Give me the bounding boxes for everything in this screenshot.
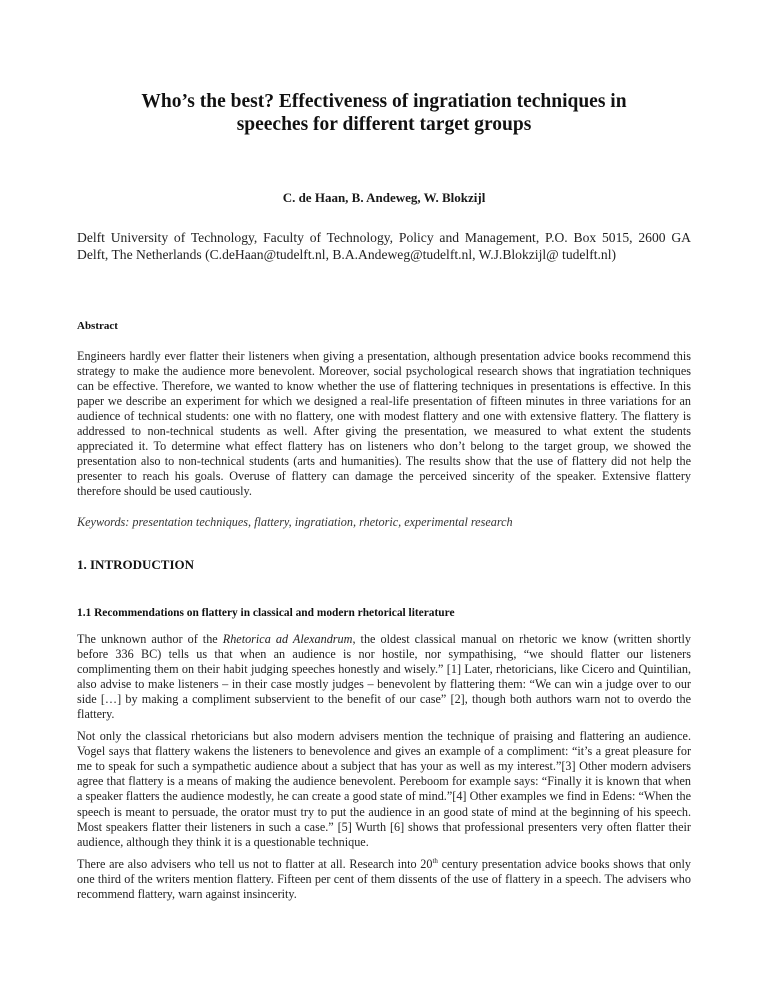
paper-affiliation: Delft University of Technology, Faculty of Technology, Policy and Management, P.O. Box 5015, 2600 GA Delft, The Netherlands (C.deHaan@tudelft.nl, B.A.Andeweg@tudelft.nl, W.J.Blokzijl@ tudelft.nl) bbox=[77, 230, 691, 262]
abstract-heading: Abstract bbox=[77, 320, 118, 332]
section-heading-introduction: 1. INTRODUCTION bbox=[77, 557, 195, 572]
body-paragraph-3 bbox=[77, 857, 691, 902]
paper-authors: C. de Haan, B. Andeweg, W. Blokzijl bbox=[282, 190, 486, 205]
section-body bbox=[77, 632, 691, 902]
ordinal-superscript: th bbox=[432, 856, 438, 865]
book-title-rhetorica: Rhetorica ad Alexandrum bbox=[222, 632, 353, 646]
paper-title bbox=[77, 90, 691, 136]
paragraph-1-text-end: , the oldest classical manual on rhetoric we know (written shortly before 336 BC) tells us that when an audience is nor hostile, nor sympathising, “we should flatter our listeners complimenting them on their habit judging speeches honestly and wisely.” [1] Later, rhetoricians, like Cicero and Quintilian, also advise to make listeners – in their case mostly judges – benevolent by flattering them: “We can win a judge over to our side […] by making a compliment subservient to the benefit of our case” [2], though both authors warn not to overdo the flattery. bbox=[77, 632, 691, 722]
paragraph-1-text-start: The unknown author of the bbox=[77, 632, 223, 646]
paragraph-3-text-end: century presentation advice books shows that only one third of the writers mention flattery. Fifteen per cent of them dissents of the use of flattery in a speech. The advisers who recommend flattery, warn against insincerity. bbox=[77, 856, 691, 901]
subsection-heading-recommendations: 1.1 Recommendations on flattery in classical and modern rhetorical literature bbox=[77, 607, 455, 619]
keywords: Keywords: presentation techniques, flattery, ingratiation, rhetoric, experimental research bbox=[77, 515, 513, 529]
body-paragraph-1 bbox=[77, 632, 691, 722]
paragraph-3-text-start: There are also advisers who tell us not to flatter at all. Research into 20 bbox=[77, 856, 433, 871]
body-paragraph-2: Not only the classical rhetoricians but also modern advisers mention the technique of praising and flattering an audience. Vogel says that flattery wakens the listeners to benevolence and gives an example of a compliment: “it’s a great pleasure for me to speak for such a sympathetic audience about a subject that has your as well as my interest.”[3] Other modern advisers agree that flattery is a means of making the audience benevolent. Pereboom for example says: “Finally it is known that when a speaker flatters the audience modestly, he can create a good state of mind.”[4] Other examples we find in Edens: “When the speech is meant to persuade, the orator must try to put the audience in an good state of mind at the beginning of his speech. Most speakers flatter their listeners in such a case.” [5] Wurth [6] shows that professional presenters very often flatter their audience, although they think it is a questionable technique. bbox=[77, 729, 691, 849]
paper-title-line-1: Who’s the best? Effectiveness of ingratiation techniques in bbox=[141, 91, 627, 112]
abstract-text: Engineers hardly ever flatter their listeners when giving a presentation, although presentation advice books recommend this strategy to make the audience more benevolent. Moreover, social psychological research shows that ingratiation techniques can be effective. Therefore, we wanted to know whether the use of flattering techniques in presentations is effective. In this paper we describe an experiment for which we designed a real-life presentation of fifteen minutes in three variations for an audience of technical students: one with no flattery, one with modest flattery and one with extensive flattery. The flattery is addressed to non-technical students as well. After giving the presentation, we measured to what extent the students appreciated it. To determine what effect flattery has on listeners who don’t belong to the target group, we showed the presentation also to non-technical students (arts and humanities). The results show that the use of flattery did not help the presenter to reach his goals. Overuse of flattery can damage the perceived sincerity of the speaker. Extensive flattery therefore should be used cautiously. bbox=[77, 349, 691, 499]
paper-title-line-2: speeches for different target groups bbox=[236, 114, 532, 135]
